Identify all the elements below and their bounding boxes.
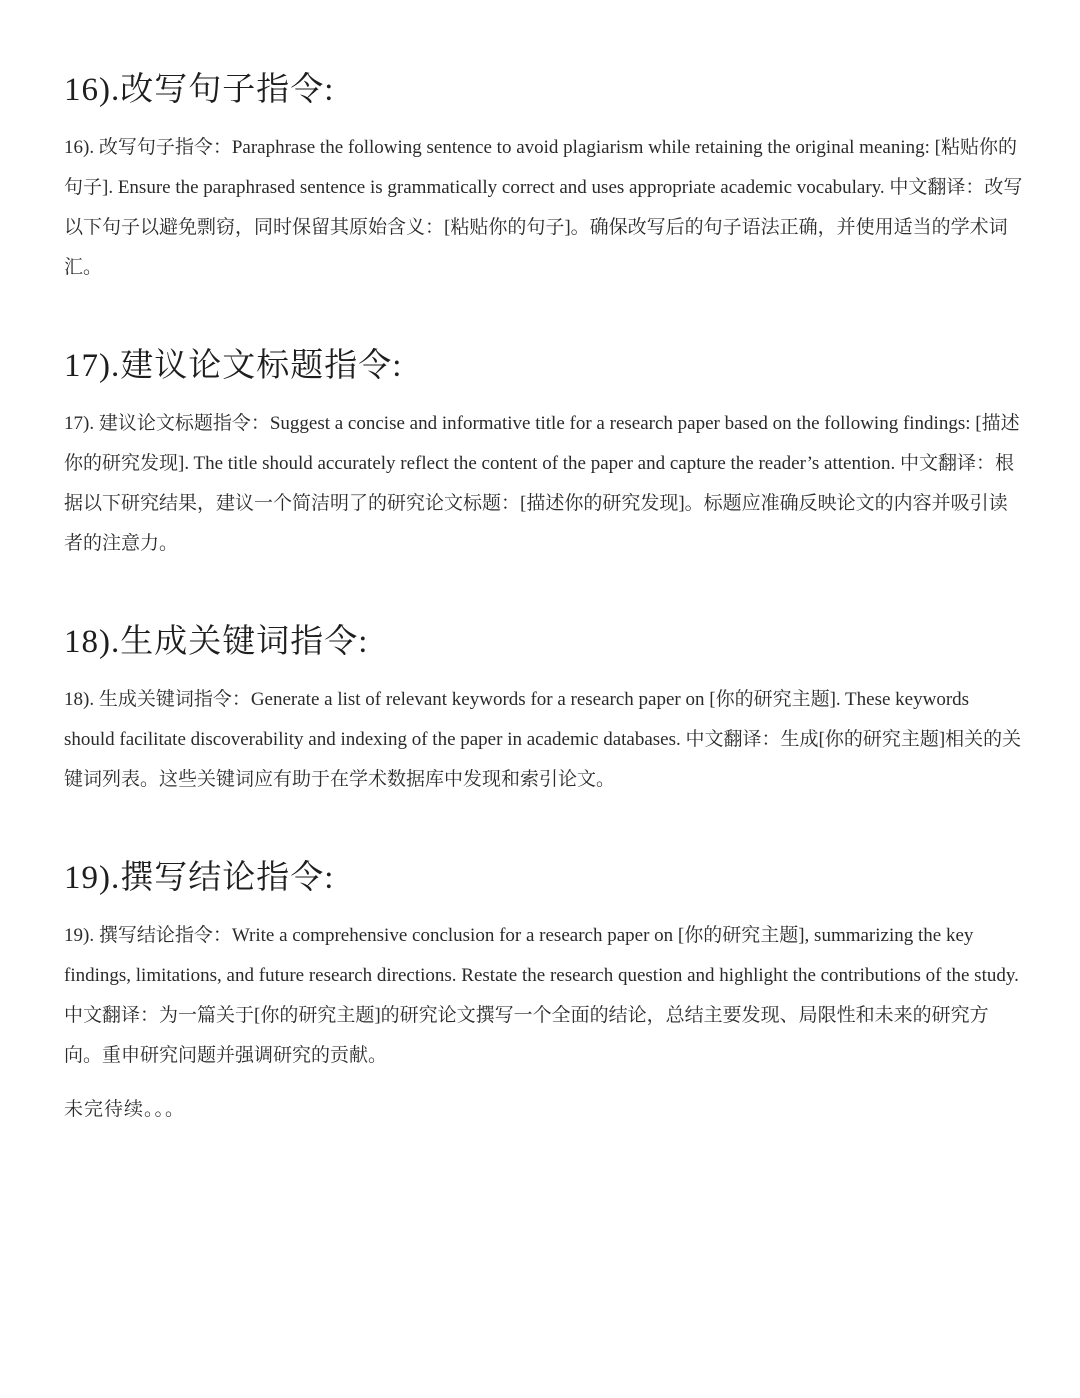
document-page: [64, 62, 1024, 1130]
section-heading: 19).撰写结论指令:: [64, 860, 335, 896]
section-18-keywords: [64, 614, 1024, 800]
section-body: 17). 建议论文标题指令：Suggest a concise and informative title for a research paper based on the following findings: [描述你的研究发现]. The title should accurately reflect the content of the paper and capture the reader’s attention. 中文翻译：根据以下研究结果，建议一个简洁明了的研究论文标题：[描述你的研究发现]。标题应准确反映论文的内容并吸引读者的注意力。: [64, 413, 1020, 554]
to-be-continued-text: 未完待续。。。: [64, 1099, 186, 1120]
section-16-paraphrase: [64, 62, 1024, 288]
section-19-conclusion: [64, 850, 1024, 1076]
section-body: 18). 生成关键词指令：Generate a list of relevant keywords for a research paper on [你的研究主题]. These keywords should facilitate discoverability and indexing of the paper in academic databases. 中文翻译：生成[你的研究主题]相关的关键词列表。这些关键词应有助于在学术数据库中发现和索引论文。: [64, 689, 1022, 790]
section-body: 19). 撰写结论指令：Write a comprehensive conclusion for a research paper on [你的研究主题], summarizing the key findings, limitations, and future research directions. Restate the research question and highlight the contributions of the study. 中文翻译：为一篇关于[你的研究主题]的研究论文撰写一个全面的结论，总结主要发现、局限性和未来的研究方向。重申研究问题并强调研究的贡献。: [64, 925, 1019, 1066]
section-body: 16). 改写句子指令：Paraphrase the following sentence to avoid plagiarism while retaining the original meaning: [粘贴你的句子]. Ensure the paraphrased sentence is grammatically correct and uses appropriate academic vocabulary. 中文翻译：改写以下句子以避免剽窃，同时保留其原始含义：[粘贴你的句子]。确保改写后的句子语法正确，并使用适当的学术词汇。: [64, 137, 1023, 278]
section-heading: 18).生成关键词指令:: [64, 624, 369, 660]
section-heading: 17).建议论文标题指令:: [64, 348, 403, 384]
section-heading: 16).改写句子指令:: [64, 72, 335, 108]
section-17-title-suggestion: [64, 338, 1024, 564]
